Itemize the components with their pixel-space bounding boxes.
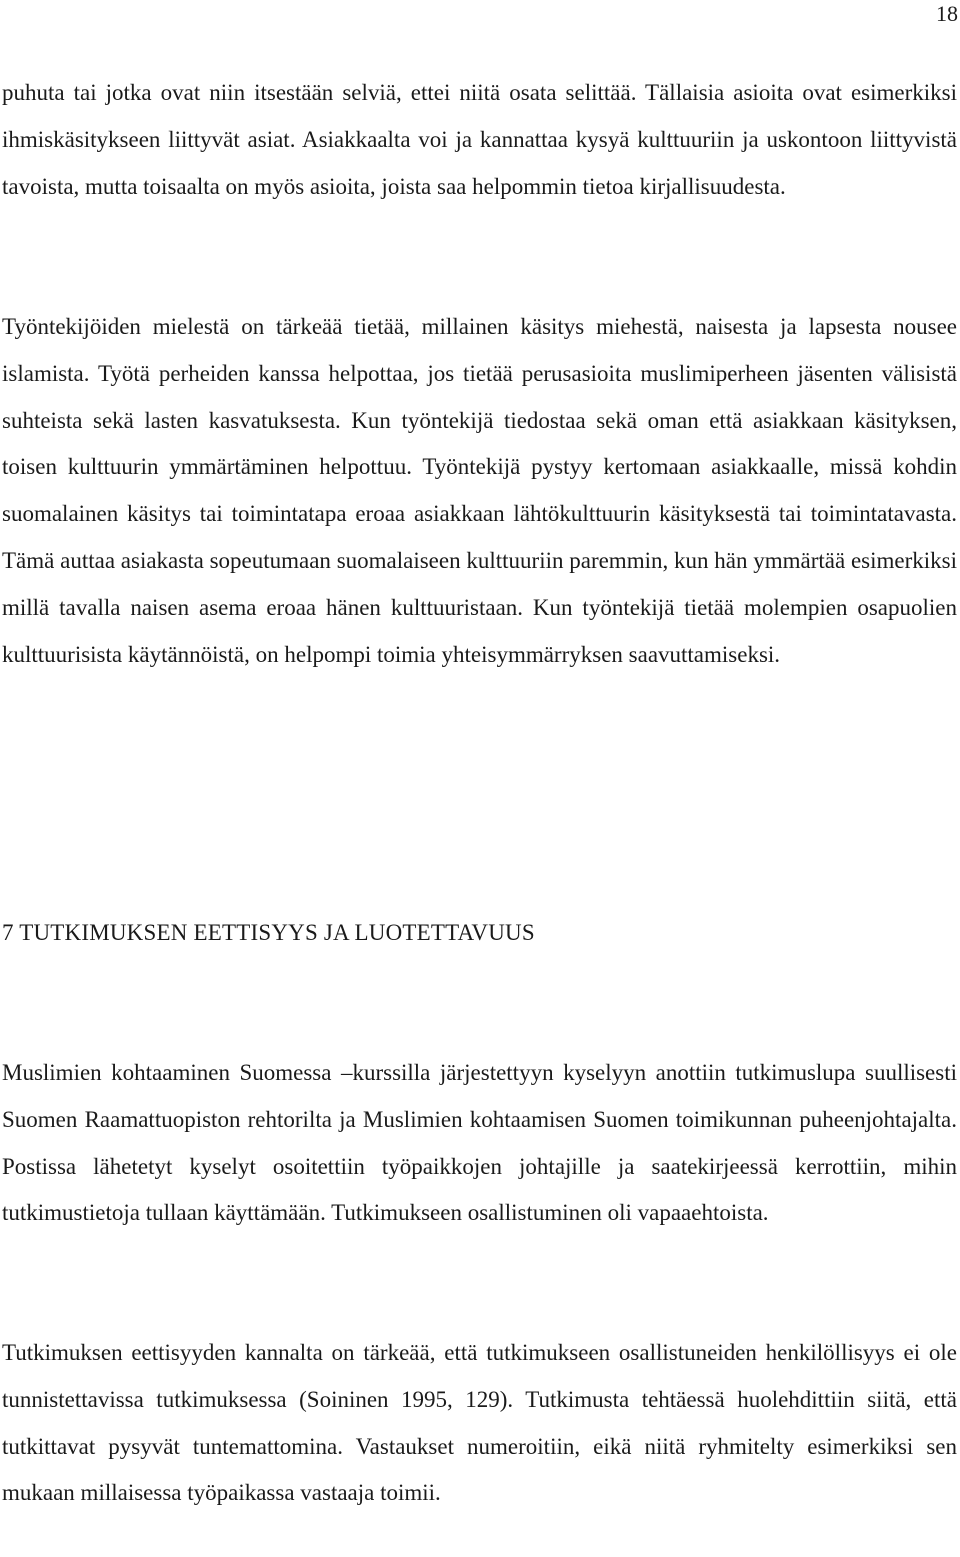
- section-heading: 7 TUTKIMUKSEN EETTISYYS JA LUOTETTAVUUS: [2, 920, 535, 945]
- paragraph-intro-continuation: puhuta tai jotka ovat niin itsestään selviä, ettei niitä osata selittää. Tällaisia asioita ovat esimerkiksi ihmiskäsitykseen liittyvät asiat. Asiakkaalta voi ja kannattaa kysyä kulttuuriin ja uskontoon liittyvistä tavoista, mutta toisaalta on myös asioita, joista saa helpommin tietoa kirjallisuudesta.: [2, 80, 957, 199]
- paragraph-employee-views: Työntekijöiden mielestä on tärkeää tietää, millainen käsitys miehestä, naisesta ja lapsesta nousee islamista. Työtä perheiden kanssa helpottaa, jos tietää perusasioita muslimiperheen jäsenten välisistä suhteista sekä lasten kasvatuksesta. Kun työntekijä tiedostaa sekä oman että asiakkaan käsityksen, toisen kulttuurin ymmärtäminen helpottuu. Työntekijä pystyy kertomaan asiakkaalle, missä kohdin suomalainen käsitys tai toimintatapa eroaa asiakkaan lähtökulttuurin käsityksestä tai toimintatavasta. Tämä auttaa asiakasta sopeutumaan suomalaiseen kulttuuriin paremmin, kun hän ymmärtää esimerkiksi millä tavalla naisen asema eroaa hänen kulttuuristaan. Kun työntekijä tietää molempien osapuolien kulttuurisista käytännöistä, on helpompi toimia yhteisymmärryksen saavuttamiseksi.: [2, 314, 957, 667]
- page-number: 18: [936, 1, 958, 26]
- paragraph-research-ethics: Tutkimuksen eettisyyden kannalta on tärkeää, että tutkimukseen osallistuneiden henkilöllisyys ei ole tunnistettavissa tutkimuksessa (Soininen 1995, 129). Tutkimusta tehtäessä huolehdittiin siitä, että tutkittavat pysyvät tuntemattomina. Vastaukset numeroitiin, eikä niitä ryhmitelty esimerkiksi sen mukaan millaisessa työpaikassa vastaaja toimii.: [2, 1340, 957, 1506]
- paragraph-research-permission: Muslimien kohtaaminen Suomessa –kurssilla järjestettyyn kyselyyn anottiin tutkimuslupa suullisesti Suomen Raamattuopiston rehtorilta ja Muslimien kohtaamisen Suomen toimikunnan puheenjohtajalta. Postissa lähetetyt kyselyt osoitettiin työpaikkojen johtajille ja saatekirjeessä kerrottiin, mihin tutkimustietoja tullaan käyttämään. Tutkimukseen osallistuminen oli vapaaehtoista.: [2, 1060, 957, 1226]
